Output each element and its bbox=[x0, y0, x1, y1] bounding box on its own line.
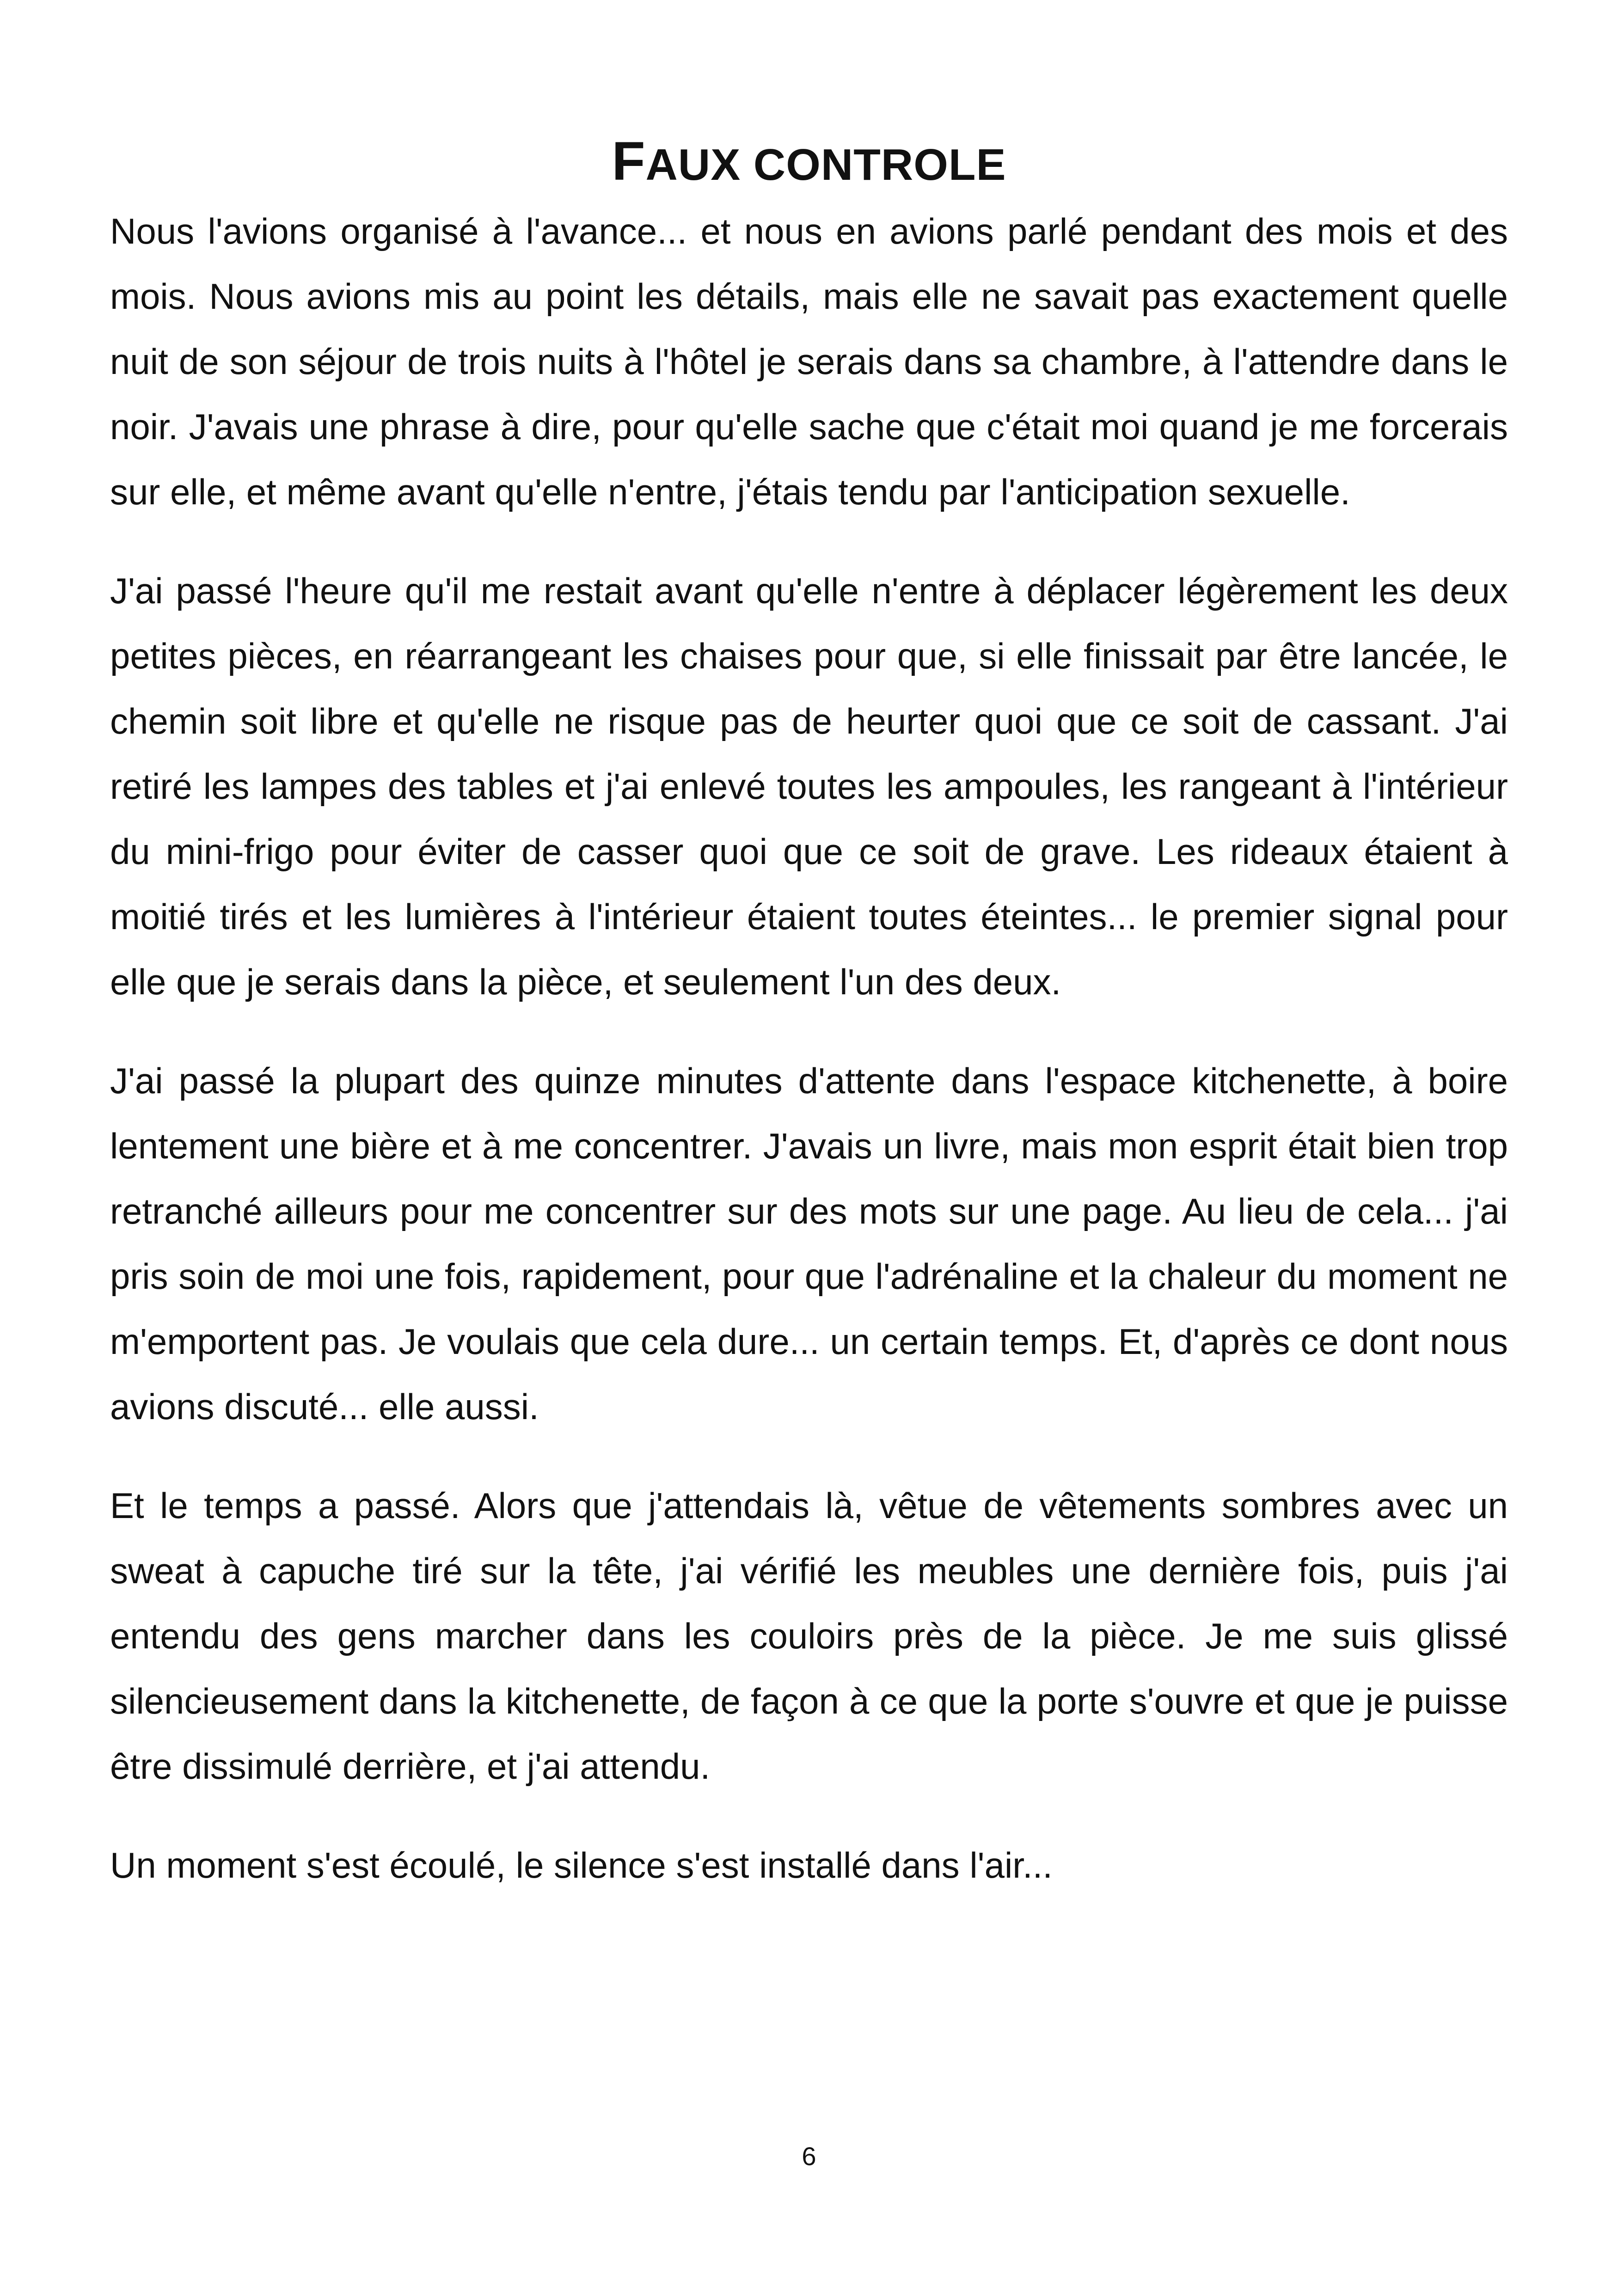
paragraph-5: Un moment s'est écoulé, le silence s'est installé dans l'air... bbox=[110, 1845, 1053, 1886]
page-number: 6 bbox=[802, 2142, 816, 2171]
page-title bbox=[0, 127, 1618, 200]
paragraph-1: Nous l'avions organisé à l'avance... et nous en avions parlé pendant des mois et des mois. Nous avions mis au point les détails, mais elle ne savait pas exactement quelle nuit de son séjour de trois nuits à l'hôtel je serais dans sa chambre, à l'attendre dans le noir. J'avais une phrase à dire, pour qu'elle sache que c'était moi quand je me forcerais sur elle, et même avant qu'elle n'entre, j'étais tendu par l'anticipation sexuelle. bbox=[110, 211, 1508, 512]
paragraph-4: Et le temps a passé. Alors que j'attendais là, vêtue de vêtements sombres avec un sweat à capuche tiré sur la tête, j'ai vérifié les meubles une dernière fois, puis j'ai entendu des gens marcher dans les couloirs près de la pièce. Je me suis glissé silencieusement dans la kitchenette, de façon à ce que la porte s'ouvre et que je puisse être dissimulé derrière, et j'ai attendu. bbox=[110, 1485, 1508, 1787]
paragraph-2: J'ai passé l'heure qu'il me restait avant qu'elle n'entre à déplacer légèrement les deux petites pièces, en réarrangeant les chaises pour que, si elle finissait par être lancée, le chemin soit libre et qu'elle ne risque pas de heurter quoi que ce soit de cassant. J'ai retiré les lampes des tables et j'ai enlevé toutes les ampoules, les rangeant à l'intérieur du mini-frigo pour éviter de casser quoi que ce soit de grave. Les rideaux étaient à moitié tirés et les lumières à l'intérieur étaient toutes éteintes... le premier signal pour elle que je serais dans la pièce, et seulement l'un des deux. bbox=[110, 570, 1508, 1002]
title-initial: F bbox=[612, 131, 646, 192]
paragraph-3: J'ai passé la plupart des quinze minutes d'attente dans l'espace kitchenette, à boire lentement une bière et à me concentrer. J'avais un livre, mais mon esprit était bien trop retranché ailleurs pour me concentrer sur des mots sur une page. Au lieu de cela... j'ai pris soin de moi une fois, rapidement, pour que l'adrénaline et la chaleur du moment ne m'emportent pas. Je voulais que cela dure... un certain temps. Et, d'après ce dont nous avions discuté... elle aussi. bbox=[110, 1060, 1508, 1427]
body-text bbox=[110, 199, 1508, 1932]
title-rest: AUX CONTROLE bbox=[645, 140, 1006, 190]
